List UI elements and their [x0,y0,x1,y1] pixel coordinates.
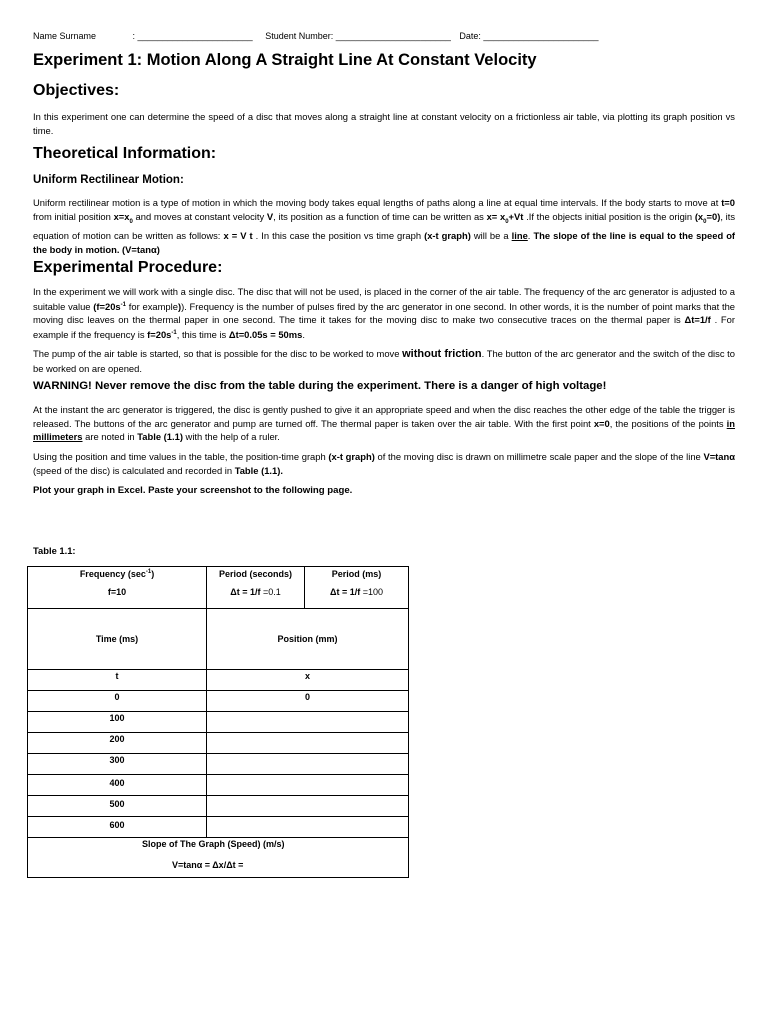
time-cell: 200 [28,733,207,754]
procedure-heading: Experimental Procedure: [33,259,223,276]
position-cell[interactable]: 0 [207,691,409,712]
procedure-paragraph-1: In the experiment we will work with a single disc. The disc that will not be used, is placed in the corner of the air table. The frequency of the arc generator is adjusted to a suitable value ($f=20s^{-1}$ for example)). Frequency is the number of pulses fired by the arc generator in one second. In other words, it is the number of point marks that the moving disc leaves on the thermal paper in one second. The time it takes for the moving disc to make two consecutive traces on the thermal paper is Δt=1/f . For example if the frequency is $f=20s^{-1}$, this time is Δt=0.05s = 50ms. [33,286,736,341]
procedure-paragraph-4: Using the position and time values in the table, the position-time graph (x-t graph) of the moving disc is drawn on millimetre scale paper and the slope of the line V=tanα (speed of the disc) is calculated and recorded in Table (1.1). [33,451,736,476]
position-cell[interactable] [207,775,409,796]
position-cell[interactable] [207,712,409,733]
theory-subheading: Uniform Rectilinear Motion: [33,174,184,186]
position-cell[interactable] [207,817,409,838]
theory-paragraph: Uniform rectilinear motion is a type of motion in which the moving body takes equal lengths of paths along a line at equal time intervals. If the body starts to move at t=0 from initial position $x=x_0$ and moves at constant velocity V, its position as a function of time can be written as $x= x_0+Vt$ .If the objects initial position is the origin $(x_0=0)$, its equation of motion can be written as follows: x = V t . In this case the position vs time graph (x-t graph) will be a line. The slope of the line is equal to the speed of the body in motion. (V=tanα) [33,197,736,255]
time-cell: 100 [28,712,207,733]
procedure-paragraph-2: The pump of the air table is started, so that is possible for the disc to be worked to move without friction. The button of the arc generator and the switch of the disc to be worked on are opened. [33,348,735,374]
warning-text: WARNING! Never remove the disc from the table during the experiment. There is a danger of high voltage! [33,380,607,392]
position-cell[interactable] [207,733,409,754]
position-header: Position (mm) [207,609,409,670]
student-number-label: Student Number: _______________________ [265,31,451,41]
procedure-paragraph-3: At the instant the arc generator is triggered, the disc is gently pushed to give it an appropriate speed and when the disc reaches the other edge of the table the trigger is released. The buttons of the arc generator and pump are turned off. The thermal paper is taken over the air table. With the first point x=0, the positions of the points in millimeters are noted in Table (1.1) with the help of a ruler. [33,404,736,443]
t-symbol: t [28,670,207,691]
period-ms-cell: Period (ms) Δt = 1/f =100 [305,567,409,609]
time-cell: 600 [28,817,207,838]
name-label: Name Surname [33,31,97,41]
time-cell: 500 [28,796,207,817]
period-seconds-cell: Period (seconds) Δt = 1/f =0.1 [207,567,305,609]
theory-heading: Theoretical Information: [33,145,217,162]
x-symbol: x [207,670,409,691]
student-info-header [33,31,605,41]
frequency-value: f=10 [107,587,127,597]
objectives-text: In this experiment one can determine the speed of a disc that moves along a straight line at constant velocity on a frictionless air table, via plotting its graph position vs time. [33,111,735,136]
time-cell: 300 [28,754,207,775]
time-cell: 400 [28,775,207,796]
slope-formula: V=tanα = Δx/Δt = [172,860,244,870]
data-table [27,566,409,878]
document-title: Experiment 1: Motion Along A Straight Line At Constant Velocity [33,51,537,69]
slope-heading: Slope of The Graph (Speed) (m/s) [142,839,285,849]
frequency-cell: Frequency $(\sec^{-1})$ f=10 [28,567,207,609]
time-cell: 0 [28,691,207,712]
date-label: Date: _______________________ [459,31,599,41]
table-caption: Table 1.1: [33,545,76,556]
position-cell[interactable] [207,754,409,775]
plot-instruction: Plot your graph in Excel. Paste your screenshot to the following page. [33,485,353,496]
objectives-heading: Objectives: [33,82,120,99]
position-cell[interactable] [207,796,409,817]
time-header: Time (ms) [28,609,207,670]
name-blank: : _______________________ [132,31,253,41]
